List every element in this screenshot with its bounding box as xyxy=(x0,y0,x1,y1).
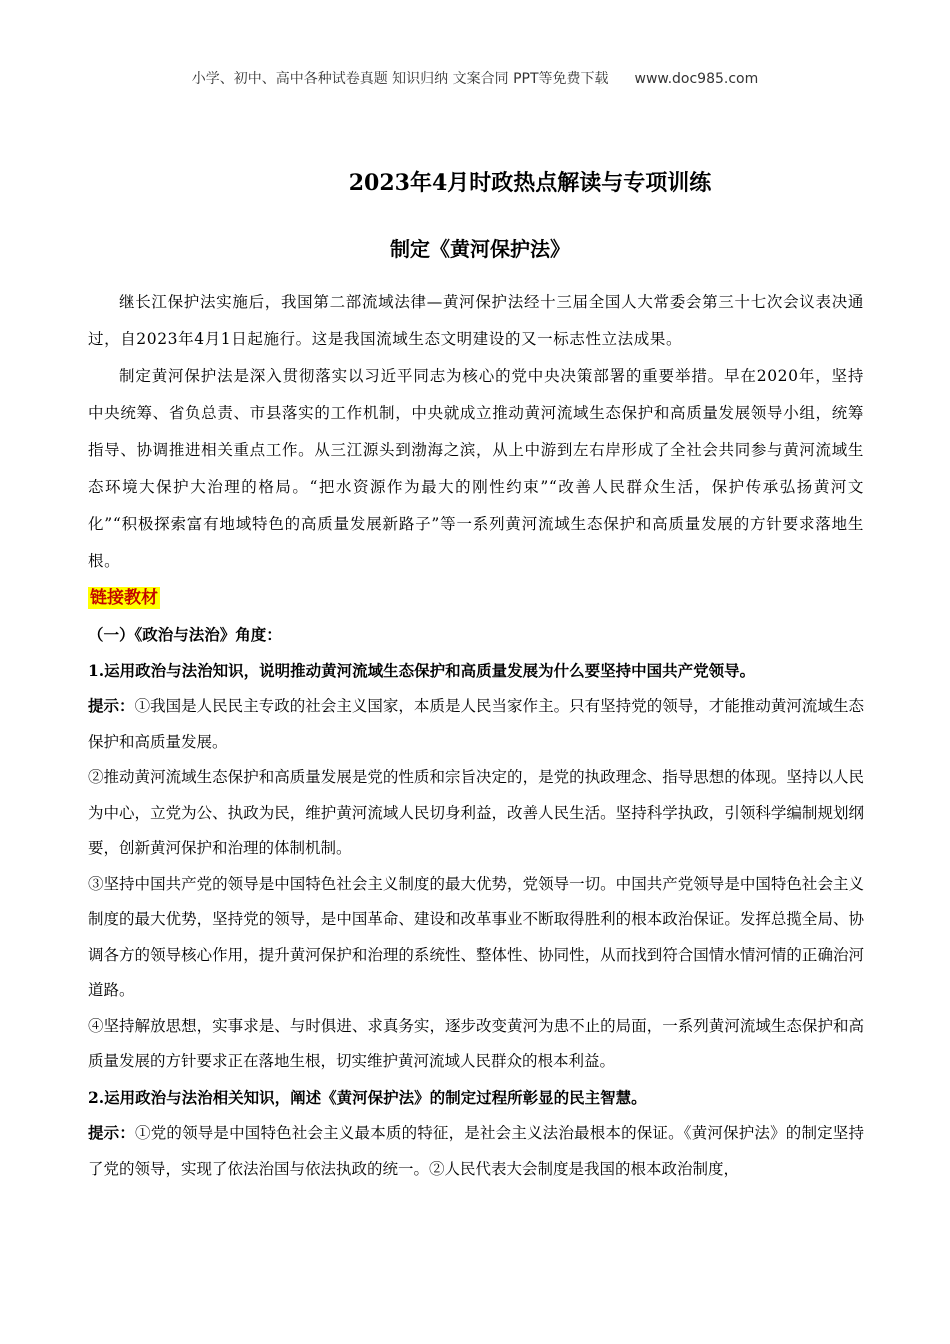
q2-answer-text: ①党的领导是中国特色社会主义最本质的特征，是社会主义法治最根本的保证。《黄河保护法》的制定坚持了党的领导，实现了依法治国与依法执政的统一。②人民代表大会制度是我国的根本政治制度， xyxy=(88,1124,864,1178)
q1-answer-point: ②推动黄河流域生态保护和高质量发展是党的性质和宗旨决定的，是党的执政理念、指导思想的体现。坚持以人民为中心，立党为公、执政为民，维护黄河流域人民切身利益，改善人民生活。坚持科学执政，引领科学编制规划纲要，创新黄河保护和治理的体制机制。 xyxy=(88,768,864,857)
header-site-link[interactable]: www.doc985.com xyxy=(634,71,759,87)
q2-answer xyxy=(88,1115,864,1187)
q1-point-text: ①我国是人民民主专政的社会主义国家，本质是人民当家作主。只有坚持党的领导，才能推动黄河流域生态保护和高质量发展。 xyxy=(88,697,864,751)
page-header xyxy=(0,68,950,88)
intro-paragraph: 制定黄河保护法是深入贯彻落实以习近平同志为核心的党中央决策部署的重要举措。早在2020年，坚持中央统筹、省负总责、市县落实的工作机制，中央就成立推动黄河流域生态保护和高质量发展领导小组，统筹指导、协调推进相关重点工作。从三江源头到渤海之滨，从上中游到左右岸形成了全社会共同参与黄河流域生态环境大保护大治理的格局。“把水资源作为最大的刚性约束”“改善人民群众生活，保护传承弘扬黄河文化”“积极探索富有地域特色的高质量发展新路子”等一系列黄河流域生态保护和高质量发展的方针要求落地生根。 xyxy=(88,367,864,570)
intro-paragraph: 继长江保护法实施后，我国第二部流域法律—黄河保护法经十三届全国人大常委会第三十七次会议表决通过，自2023年4月1日起施行。这是我国流域生态文明建设的又一标志性立法成果。 xyxy=(88,293,864,348)
q1-answer-point: ④坚持解放思想，实事求是、与时俱进、求真务实，逐步改变黄河为患不止的局面，一系列黄河流域生态保护和高质量发展的方针要求正在落地生根，切实维护黄河流域人民群众的根本利益。 xyxy=(88,1016,864,1070)
document-subtitle: 制定《黄河保护法》 xyxy=(390,237,570,261)
textbook-link-row xyxy=(88,580,864,617)
section-heading: （一）《政治与法治》角度： xyxy=(88,625,282,644)
question-2: 2.运用政治与法治相关知识，阐述《黄河保护法》的制定过程所彰显的民主智慧。 xyxy=(88,1087,647,1107)
header-text: 小学、初中、高中各种试卷真题 知识归纳 文案合同 PPT等免费下载 xyxy=(191,71,609,87)
hint-label: 提示： xyxy=(88,696,135,715)
q1-answer-point: ③坚持中国共产党的领导是中国特色社会主义制度的最大优势，党领导一切。中国共产党领导是中国特色社会主义制度的最大优势，坚持党的领导，是中国革命、建设和改革事业不断取得胜利的根本政治保证。发挥总揽全局、协调各方的领导核心作用，提升黄河保护和治理的系统性、整体性、协同性，从而找到符合国情水情河情的正确治河道路。 xyxy=(88,874,864,999)
politics-law-section xyxy=(88,617,864,1187)
question-1: 1.运用政治与法治知识，说明推动黄河流域生态保护和高质量发展为什么要坚持中国共产党领导。 xyxy=(88,660,756,680)
document-body xyxy=(88,284,864,1187)
textbook-link-tag: 链接教材 xyxy=(90,588,158,608)
hint-label: 提示： xyxy=(88,1123,136,1142)
document-title: 2023年4月时政热点解读与专项训练 xyxy=(348,170,712,196)
q1-answer-point xyxy=(88,688,864,760)
intro-section xyxy=(88,284,864,580)
